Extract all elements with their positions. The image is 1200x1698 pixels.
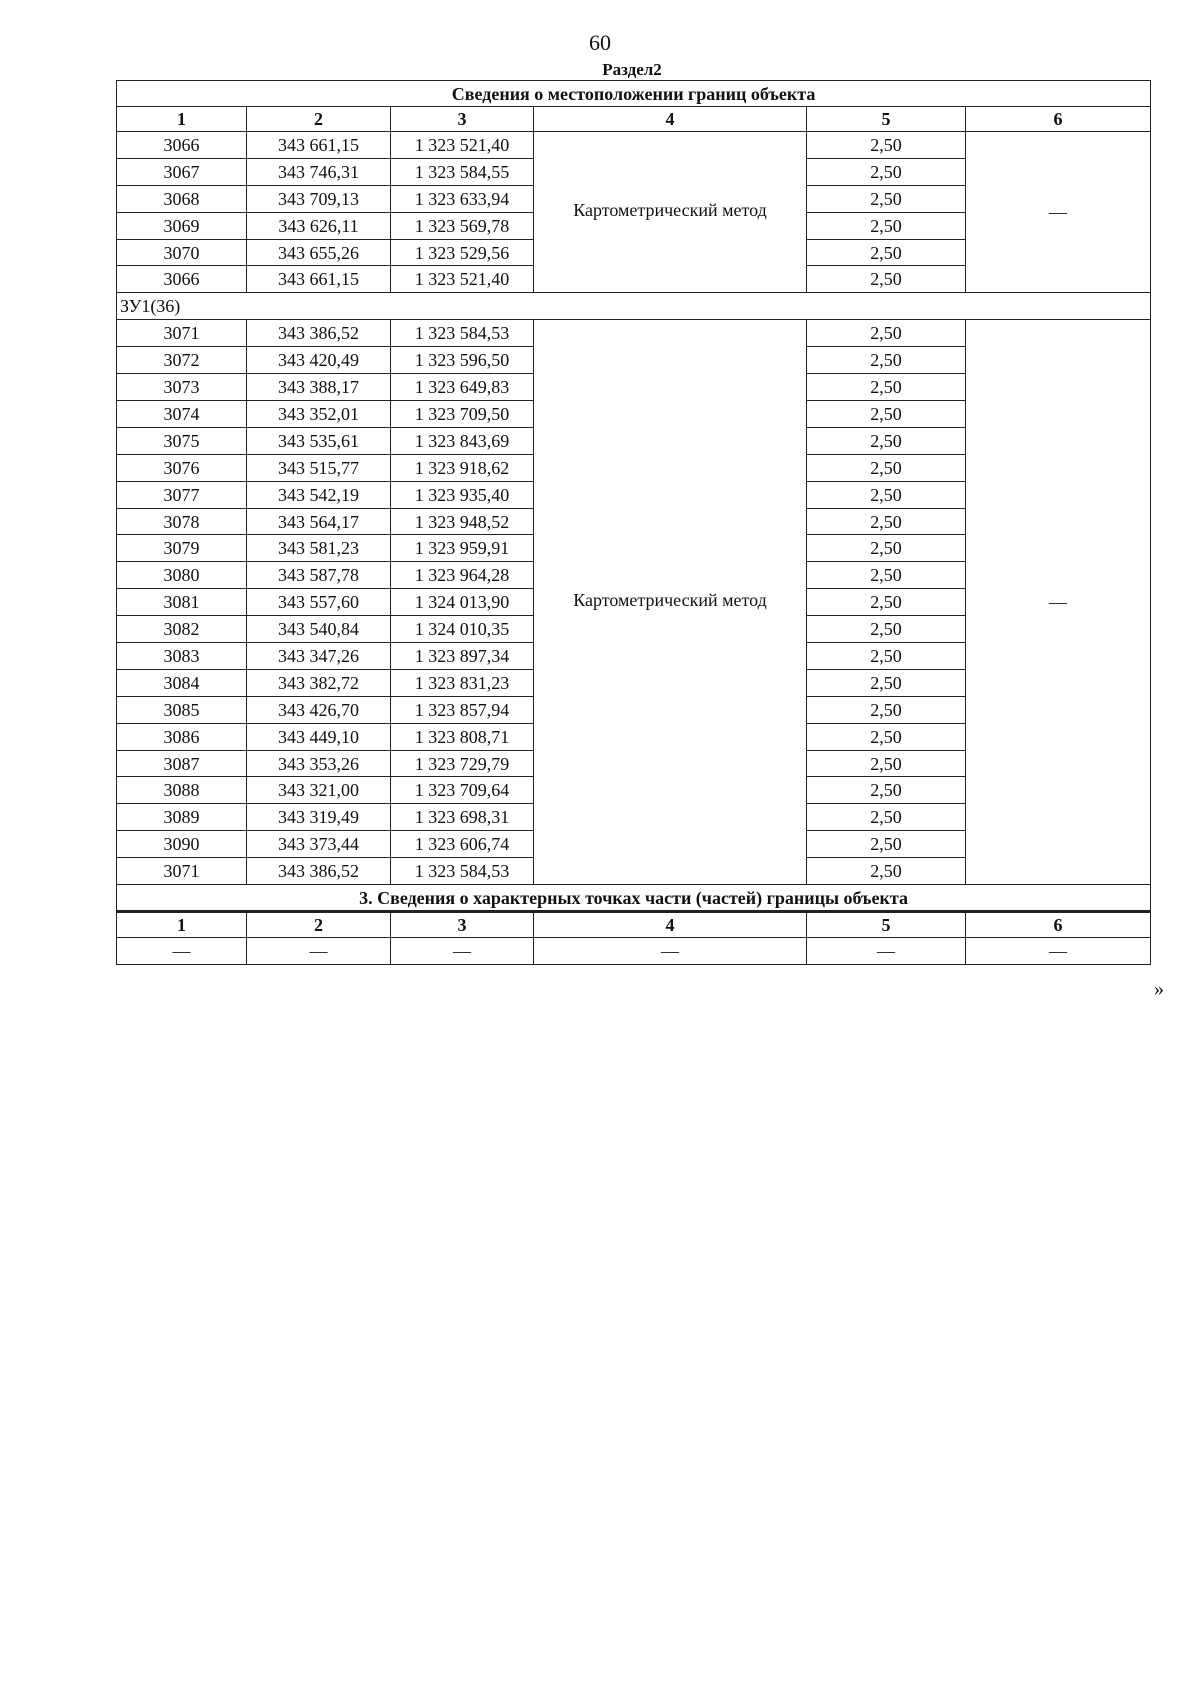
point-number-cell: 3082: [117, 616, 247, 643]
point-number-cell: 3090: [117, 831, 247, 858]
x-coordinate-cell: 343 352,01: [247, 401, 391, 428]
accuracy-cell: 2,50: [807, 427, 966, 454]
accuracy-cell: 2,50: [807, 320, 966, 347]
section3-dash-cell: —: [966, 938, 1151, 965]
x-coordinate-cell: 343 655,26: [247, 239, 391, 266]
point-number-cell: 3089: [117, 804, 247, 831]
x-coordinate-cell: 343 540,84: [247, 616, 391, 643]
point-number-cell: 3070: [117, 239, 247, 266]
col-header-5: 5: [807, 107, 966, 132]
y-coordinate-cell: 1 323 649,83: [391, 374, 534, 401]
y-coordinate-cell: 1 323 529,56: [391, 239, 534, 266]
y-coordinate-cell: 1 323 584,55: [391, 158, 534, 185]
y-coordinate-cell: 1 323 935,40: [391, 481, 534, 508]
accuracy-cell: 2,50: [807, 535, 966, 562]
point-number-cell: 3079: [117, 535, 247, 562]
parcel-subheading: ЗУ1(36): [117, 293, 1151, 320]
accuracy-cell: 2,50: [807, 804, 966, 831]
y-coordinate-cell: 1 323 633,94: [391, 185, 534, 212]
section3-title-row: [117, 885, 1151, 912]
accuracy-cell: 2,50: [807, 347, 966, 374]
point-number-cell: 3073: [117, 374, 247, 401]
x-coordinate-cell: 343 661,15: [247, 266, 391, 293]
col-header-6: 6: [966, 107, 1151, 132]
y-coordinate-cell: 1 323 521,40: [391, 132, 534, 159]
boundary-table: [116, 80, 1151, 965]
accuracy-cell: 2,50: [807, 508, 966, 535]
y-coordinate-cell: 1 323 698,31: [391, 804, 534, 831]
col-header-1: 1: [117, 107, 247, 132]
method-text: Картометрический метод: [573, 200, 767, 221]
point-number-cell: 3074: [117, 401, 247, 428]
method-cell: [534, 320, 807, 885]
point-number-cell: 3066: [117, 132, 247, 159]
accuracy-cell: 2,50: [807, 696, 966, 723]
y-coordinate-cell: 1 323 857,94: [391, 696, 534, 723]
point-number-cell: 3087: [117, 750, 247, 777]
point-number-cell: 3081: [117, 589, 247, 616]
x-coordinate-cell: 343 746,31: [247, 158, 391, 185]
accuracy-cell: 2,50: [807, 185, 966, 212]
x-coordinate-cell: 343 347,26: [247, 643, 391, 670]
point-number-cell: 3086: [117, 723, 247, 750]
column-header-row: [117, 107, 1151, 132]
point-number-cell: 3084: [117, 669, 247, 696]
accuracy-cell: 2,50: [807, 589, 966, 616]
accuracy-cell: 2,50: [807, 831, 966, 858]
closing-quote: »: [1154, 978, 1164, 1000]
accuracy-cell: 2,50: [807, 481, 966, 508]
accuracy-cell: 2,50: [807, 723, 966, 750]
section3-col-header-2: 2: [247, 912, 391, 938]
point-number-cell: 3072: [117, 347, 247, 374]
y-coordinate-cell: 1 324 010,35: [391, 616, 534, 643]
section3-dash-cell: —: [807, 938, 966, 965]
x-coordinate-cell: 343 388,17: [247, 374, 391, 401]
x-coordinate-cell: 343 535,61: [247, 427, 391, 454]
section3-header-row: [117, 912, 1151, 938]
x-coordinate-cell: 343 353,26: [247, 750, 391, 777]
x-coordinate-cell: 343 386,52: [247, 858, 391, 885]
x-coordinate-cell: 343 581,23: [247, 535, 391, 562]
section3-col-header-1: 1: [117, 912, 247, 938]
accuracy-cell: 2,50: [807, 239, 966, 266]
point-number-cell: 3088: [117, 777, 247, 804]
x-coordinate-cell: 343 515,77: [247, 454, 391, 481]
point-number-cell: 3076: [117, 454, 247, 481]
point-number-cell: 3069: [117, 212, 247, 239]
x-coordinate-cell: 343 426,70: [247, 696, 391, 723]
table-title: Сведения о местоположении границ объекта: [117, 81, 1151, 107]
y-coordinate-cell: 1 323 606,74: [391, 831, 534, 858]
y-coordinate-cell: 1 323 709,50: [391, 401, 534, 428]
page-number: 60: [589, 30, 611, 55]
table-row: [117, 132, 1151, 159]
point-number-cell: 3083: [117, 643, 247, 670]
x-coordinate-cell: 343 587,78: [247, 562, 391, 589]
point-number-cell: 3066: [117, 266, 247, 293]
accuracy-cell: 2,50: [807, 643, 966, 670]
y-coordinate-cell: 1 323 897,34: [391, 643, 534, 670]
y-coordinate-cell: 1 323 709,64: [391, 777, 534, 804]
accuracy-cell: 2,50: [807, 669, 966, 696]
accuracy-cell: 2,50: [807, 777, 966, 804]
accuracy-cell: 2,50: [807, 750, 966, 777]
point-number-cell: 3077: [117, 481, 247, 508]
y-coordinate-cell: 1 323 959,91: [391, 535, 534, 562]
y-coordinate-cell: 1 323 948,52: [391, 508, 534, 535]
point-number-cell: 3075: [117, 427, 247, 454]
y-coordinate-cell: 1 323 808,71: [391, 723, 534, 750]
y-coordinate-cell: 1 323 584,53: [391, 320, 534, 347]
col-header-4: 4: [534, 107, 807, 132]
y-coordinate-cell: 1 324 013,90: [391, 589, 534, 616]
table-row: [117, 320, 1151, 347]
section-label: Раздел2: [602, 60, 662, 79]
section3-dash-cell: —: [534, 938, 807, 965]
section3-col-header-3: 3: [391, 912, 534, 938]
point-number-cell: 3071: [117, 858, 247, 885]
point-number-cell: 3068: [117, 185, 247, 212]
x-coordinate-cell: 343 386,52: [247, 320, 391, 347]
x-coordinate-cell: 343 382,72: [247, 669, 391, 696]
y-coordinate-cell: 1 323 584,53: [391, 858, 534, 885]
point-number-cell: 3071: [117, 320, 247, 347]
accuracy-cell: 2,50: [807, 132, 966, 159]
note-cell: —: [966, 320, 1151, 885]
y-coordinate-cell: 1 323 596,50: [391, 347, 534, 374]
section3-empty-row: [117, 938, 1151, 965]
x-coordinate-cell: 343 321,00: [247, 777, 391, 804]
y-coordinate-cell: 1 323 729,79: [391, 750, 534, 777]
x-coordinate-cell: 343 373,44: [247, 831, 391, 858]
accuracy-cell: 2,50: [807, 562, 966, 589]
y-coordinate-cell: 1 323 521,40: [391, 266, 534, 293]
section3-col-header-6: 6: [966, 912, 1151, 938]
x-coordinate-cell: 343 557,60: [247, 589, 391, 616]
note-cell: —: [966, 132, 1151, 293]
method-text: Картометрический метод: [573, 590, 767, 611]
y-coordinate-cell: 1 323 843,69: [391, 427, 534, 454]
accuracy-cell: 2,50: [807, 212, 966, 239]
y-coordinate-cell: 1 323 569,78: [391, 212, 534, 239]
y-coordinate-cell: 1 323 964,28: [391, 562, 534, 589]
x-coordinate-cell: 343 449,10: [247, 723, 391, 750]
section3-dash-cell: —: [391, 938, 534, 965]
accuracy-cell: 2,50: [807, 858, 966, 885]
accuracy-cell: 2,50: [807, 266, 966, 293]
x-coordinate-cell: 343 564,17: [247, 508, 391, 535]
x-coordinate-cell: 343 626,11: [247, 212, 391, 239]
section3-col-header-4: 4: [534, 912, 807, 938]
point-number-cell: 3067: [117, 158, 247, 185]
x-coordinate-cell: 343 709,13: [247, 185, 391, 212]
subheading-row: [117, 293, 1151, 320]
method-cell: [534, 132, 807, 293]
y-coordinate-cell: 1 323 918,62: [391, 454, 534, 481]
section3-col-header-5: 5: [807, 912, 966, 938]
y-coordinate-cell: 1 323 831,23: [391, 669, 534, 696]
point-number-cell: 3080: [117, 562, 247, 589]
section3-title: 3. Сведения о характерных точках части (частей) границы объекта: [117, 885, 1151, 912]
x-coordinate-cell: 343 319,49: [247, 804, 391, 831]
accuracy-cell: 2,50: [807, 158, 966, 185]
x-coordinate-cell: 343 542,19: [247, 481, 391, 508]
x-coordinate-cell: 343 661,15: [247, 132, 391, 159]
point-number-cell: 3085: [117, 696, 247, 723]
col-header-2: 2: [247, 107, 391, 132]
x-coordinate-cell: 343 420,49: [247, 347, 391, 374]
accuracy-cell: 2,50: [807, 374, 966, 401]
section3-dash-cell: —: [117, 938, 247, 965]
section3-dash-cell: —: [247, 938, 391, 965]
point-number-cell: 3078: [117, 508, 247, 535]
col-header-3: 3: [391, 107, 534, 132]
accuracy-cell: 2,50: [807, 401, 966, 428]
accuracy-cell: 2,50: [807, 454, 966, 481]
accuracy-cell: 2,50: [807, 616, 966, 643]
